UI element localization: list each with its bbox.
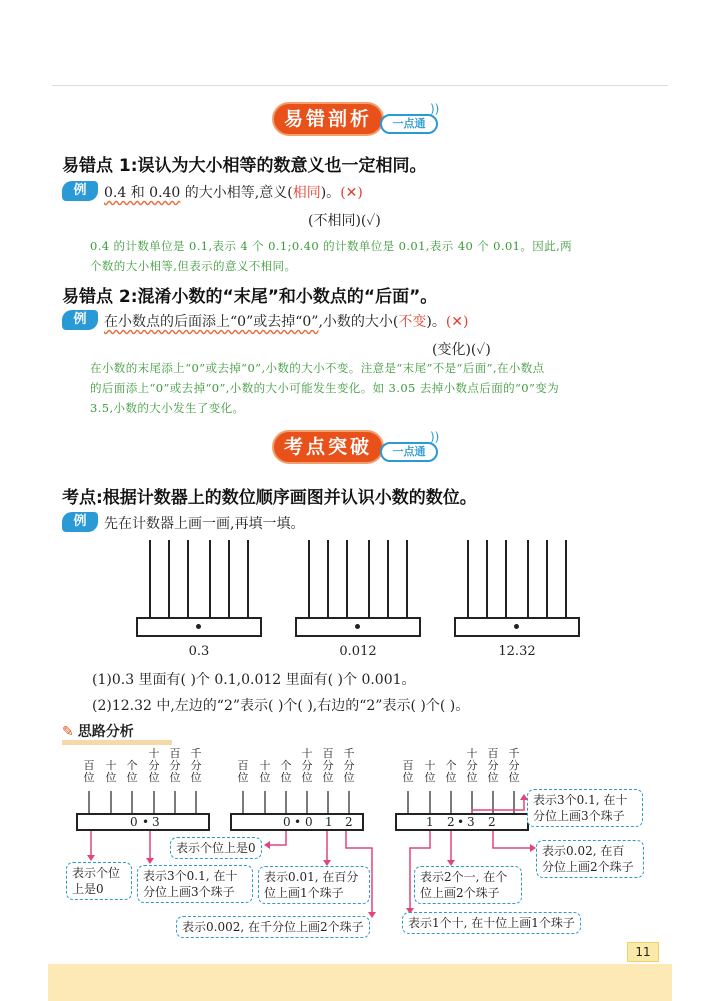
note-ones: 表示个位 上是0: [66, 862, 132, 900]
heading-underline: [62, 740, 172, 745]
place-label: 百 位: [237, 759, 249, 784]
note-hundredths-2: 表示0.02, 在百 分位上画2个珠子: [536, 840, 644, 878]
error2-question-part: ,小数的大小(: [318, 314, 399, 330]
place-label: 百 分 位: [487, 747, 499, 784]
place-label: 个 位: [126, 759, 138, 784]
place-label: 十 分 位: [301, 747, 313, 784]
error1-explanation: [90, 236, 662, 276]
place-box-1: 0 • 3: [76, 813, 210, 831]
badge-tag: 一点通: [380, 442, 438, 462]
decimal-point: [355, 624, 360, 629]
error1-correction: (不相同)(✓): [308, 213, 381, 229]
analysis-heading: [62, 721, 134, 741]
explanation-line: 0.4 的计数单位是 0.1,表示 4 个 0.1;0.40 的计数单位是 0.01,表示 40 个 0.01。因此,两: [90, 239, 573, 253]
error2-explanation: [90, 358, 662, 418]
signal-icon: )): [430, 102, 440, 116]
example-tag: 例: [62, 310, 98, 330]
top-rule: [52, 85, 668, 86]
abacus-label: 12.32: [498, 644, 536, 659]
badge-tag: 一点通: [380, 114, 438, 134]
error2-title: 易错点 2:混淆小数的“末尾”和小数点的“后面”。: [62, 287, 438, 307]
error2-question-part: )。: [426, 314, 446, 330]
place-label: 个 位: [445, 759, 457, 784]
error1-title: 易错点 1:误认为大小相等的数意义也一定相同。: [62, 156, 427, 176]
note-tenths: 表示3个0.1, 在十 分位上画3个珠子: [137, 865, 253, 903]
explanation-line: 个数的大小相等,但表示的意义不相同。: [90, 259, 297, 273]
error1-question: [104, 182, 363, 202]
page-number: 11: [627, 942, 659, 962]
example-tag: 例: [62, 512, 98, 532]
badge-title: 考点突破: [272, 430, 384, 464]
explanation-line: 3.5,小数的大小发生了变化。: [90, 401, 245, 415]
analysis-title: 思路分析: [77, 724, 134, 740]
decimal-point: [196, 624, 201, 629]
note-hundredths: 表示0.01, 在百分 位上画1个珠子: [258, 866, 370, 904]
pencil-icon: ✎: [62, 724, 74, 740]
footer-band: [48, 964, 672, 1001]
decimal-point: [514, 624, 519, 629]
place-label: 千 分 位: [343, 747, 355, 784]
place-label: 十 位: [105, 759, 117, 784]
note-tenths-3: 表示3个0.1, 在十 分位上画3个珠子: [527, 789, 643, 827]
place-box-3: 1 2 • 3 2: [395, 813, 529, 831]
place-label: 千 分 位: [508, 747, 520, 784]
note-ones-zero: 表示个位上是0: [170, 837, 262, 859]
explanation-line: 的后面添上“0”或去掉“0”,小数的大小可能发生变化。如 3.05 去掉小数点后面的“0”变为: [90, 381, 560, 395]
badge-title: 易错剖析: [272, 102, 384, 136]
question-1: (1)0.3 里面有( )个 0.1,0.012 里面有( )个 0.001。: [92, 672, 416, 688]
place-label: 千 分 位: [190, 747, 202, 784]
kaodian-title: 考点:根据计数器上的数位顺序画图并认识小数的数位。: [62, 488, 477, 508]
abacus-1: [136, 540, 262, 638]
example-tag: 例: [62, 181, 98, 201]
error1-wrong-word: 相同: [292, 185, 321, 201]
abacus-2: [295, 540, 421, 638]
abacus-3: [454, 540, 580, 638]
place-label: 百 分 位: [322, 747, 334, 784]
signal-icon: )): [430, 430, 440, 444]
place-label: 百 位: [83, 759, 95, 784]
error2-question: [104, 311, 469, 331]
explanation-line: 在小数的末尾添上“0”或去掉“0”,小数的大小不变。注意是“末尾”不是“后面”,在小数点: [90, 361, 545, 375]
error2-correction: (变化)(✓): [432, 342, 491, 358]
note-thousandths: 表示0.002, 在千分位上画2个珠子: [176, 916, 370, 938]
place-label: 十 分 位: [148, 747, 160, 784]
abacus-label: 0.3: [188, 644, 210, 659]
place-label: 十 位: [424, 759, 436, 784]
note-ones-2: 表示2个一, 在个 位上画2个珠子: [414, 866, 522, 904]
place-label: 十 分 位: [466, 747, 478, 784]
wrong-mark: (✕): [340, 185, 363, 201]
error1-question-part: 0.4 和 0.40: [104, 185, 181, 201]
place-label: 个 位: [280, 759, 292, 784]
question-2: (2)12.32 中,左边的“2”表示( )个( ),右边的“2”表示( )个( )。: [92, 698, 470, 714]
error1-question-part: 的大小相等,意义(: [180, 185, 293, 201]
place-label: 百 位: [402, 759, 414, 784]
abacus-label: 0.012: [339, 644, 377, 659]
wrong-mark: (✕): [445, 314, 469, 330]
place-label: 百 分 位: [169, 747, 181, 784]
place-box-2: 0 • 0 1 2: [230, 813, 364, 831]
error2-question-part: 在小数点的后面添上“0”或去掉“0”: [104, 314, 319, 330]
error1-question-part: )。: [320, 185, 341, 201]
kaodian-prompt: 先在计数器上画一画,再填一填。: [104, 516, 305, 532]
place-label: 十 位: [259, 759, 271, 784]
error2-wrong-word: 不变: [398, 314, 427, 330]
note-tens: 表示1个十, 在十位上画1个珠子: [402, 912, 581, 934]
